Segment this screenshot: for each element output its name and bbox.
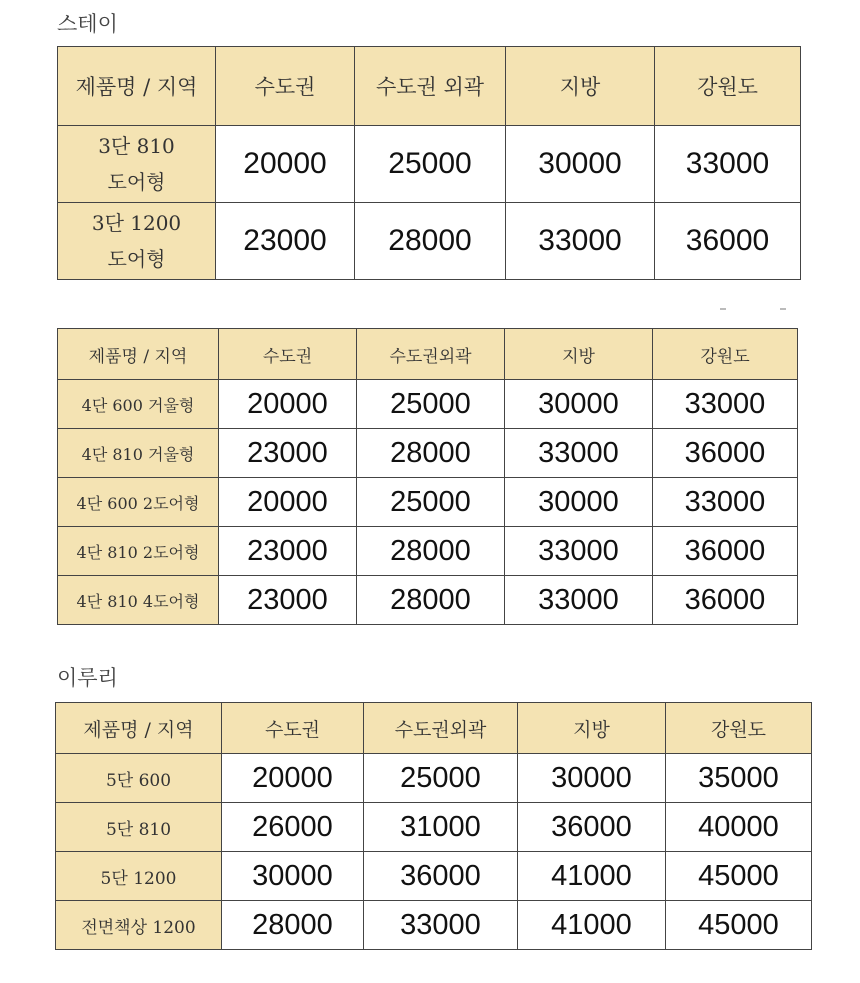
- header-provinces: 지방: [505, 329, 653, 380]
- table-row: [58, 429, 798, 478]
- price-cell: 28000: [357, 576, 505, 625]
- price-cell: 33000: [505, 527, 653, 576]
- price-cell: 25000: [364, 754, 518, 803]
- price-cell: 20000: [219, 478, 357, 527]
- header-provinces: 지방: [506, 47, 655, 126]
- price-cell: 33000: [505, 429, 653, 478]
- header-capital-area: 수도권: [219, 329, 357, 380]
- table-row: [58, 576, 798, 625]
- header-gangwon: 강원도: [653, 329, 798, 380]
- table-row: [56, 754, 812, 803]
- header-product-region: 제품명 / 지역: [58, 329, 219, 380]
- product-name: 5단 810: [56, 803, 222, 852]
- price-cell: 20000: [222, 754, 364, 803]
- price-cell: 20000: [219, 380, 357, 429]
- price-cell: 36000: [655, 203, 801, 280]
- header-product-region: 제품명 / 지역: [58, 47, 216, 126]
- header-gangwon: 강원도: [666, 703, 812, 754]
- price-cell: 35000: [666, 754, 812, 803]
- price-cell: 41000: [518, 901, 666, 950]
- price-cell: 30000: [505, 380, 653, 429]
- price-cell: 36000: [364, 852, 518, 901]
- price-table-stay: [57, 46, 801, 280]
- price-cell: 33000: [506, 203, 655, 280]
- table-row: [58, 527, 798, 576]
- price-cell: 23000: [219, 527, 357, 576]
- table-header-row: [58, 47, 801, 126]
- table-header-row: [58, 329, 798, 380]
- price-cell: 28000: [357, 527, 505, 576]
- table-row: [56, 803, 812, 852]
- product-name: 3단 810 도어형: [58, 126, 216, 203]
- table-row: [56, 852, 812, 901]
- price-cell: 33000: [655, 126, 801, 203]
- stray-mark: [720, 308, 726, 310]
- product-name: 4단 810 거울형: [58, 429, 219, 478]
- product-name: 4단 600 2도어형: [58, 478, 219, 527]
- header-product-region: 제품명 / 지역: [56, 703, 222, 754]
- price-cell: 25000: [357, 478, 505, 527]
- price-cell: 28000: [222, 901, 364, 950]
- stray-mark: [780, 308, 786, 310]
- price-cell: 36000: [518, 803, 666, 852]
- price-cell: 36000: [653, 527, 798, 576]
- price-cell: 25000: [355, 126, 506, 203]
- price-cell: 23000: [219, 429, 357, 478]
- product-name: 전면책상 1200: [56, 901, 222, 950]
- price-cell: 45000: [666, 852, 812, 901]
- table-row: [58, 126, 801, 203]
- price-cell: 33000: [653, 478, 798, 527]
- header-capital-outskirts: 수도권외곽: [364, 703, 518, 754]
- product-name: 5단 1200: [56, 852, 222, 901]
- price-cell: 33000: [653, 380, 798, 429]
- price-cell: 25000: [357, 380, 505, 429]
- table-row: [58, 380, 798, 429]
- header-capital-outskirts: 수도권 외곽: [355, 47, 506, 126]
- price-cell: 33000: [505, 576, 653, 625]
- product-name: 4단 810 4도어형: [58, 576, 219, 625]
- price-cell: 30000: [506, 126, 655, 203]
- product-name: 3단 1200 도어형: [58, 203, 216, 280]
- price-cell: 23000: [219, 576, 357, 625]
- price-cell: 30000: [505, 478, 653, 527]
- table-row: [58, 478, 798, 527]
- price-cell: 31000: [364, 803, 518, 852]
- price-cell: 23000: [216, 203, 355, 280]
- product-name: 4단 600 거울형: [58, 380, 219, 429]
- price-cell: 33000: [364, 901, 518, 950]
- header-capital-area: 수도권: [222, 703, 364, 754]
- product-name: 4단 810 2도어형: [58, 527, 219, 576]
- price-cell: 28000: [355, 203, 506, 280]
- table-row: [56, 901, 812, 950]
- table-row: [58, 203, 801, 280]
- price-cell: 30000: [222, 852, 364, 901]
- header-provinces: 지방: [518, 703, 666, 754]
- product-name: 5단 600: [56, 754, 222, 803]
- header-capital-area: 수도권: [216, 47, 355, 126]
- price-table-iruri: [55, 702, 812, 950]
- price-cell: 40000: [666, 803, 812, 852]
- header-gangwon: 강원도: [655, 47, 801, 126]
- price-cell: 45000: [666, 901, 812, 950]
- price-table-4tier: [57, 328, 798, 625]
- table-header-row: [56, 703, 812, 754]
- price-cell: 36000: [653, 429, 798, 478]
- price-cell: 20000: [216, 126, 355, 203]
- price-cell: 41000: [518, 852, 666, 901]
- header-capital-outskirts: 수도권외곽: [357, 329, 505, 380]
- price-cell: 30000: [518, 754, 666, 803]
- section-title-iruri: 이루리: [57, 666, 118, 690]
- price-cell: 36000: [653, 576, 798, 625]
- price-cell: 28000: [357, 429, 505, 478]
- price-cell: 26000: [222, 803, 364, 852]
- section-title-stay: 스테이: [57, 12, 118, 36]
